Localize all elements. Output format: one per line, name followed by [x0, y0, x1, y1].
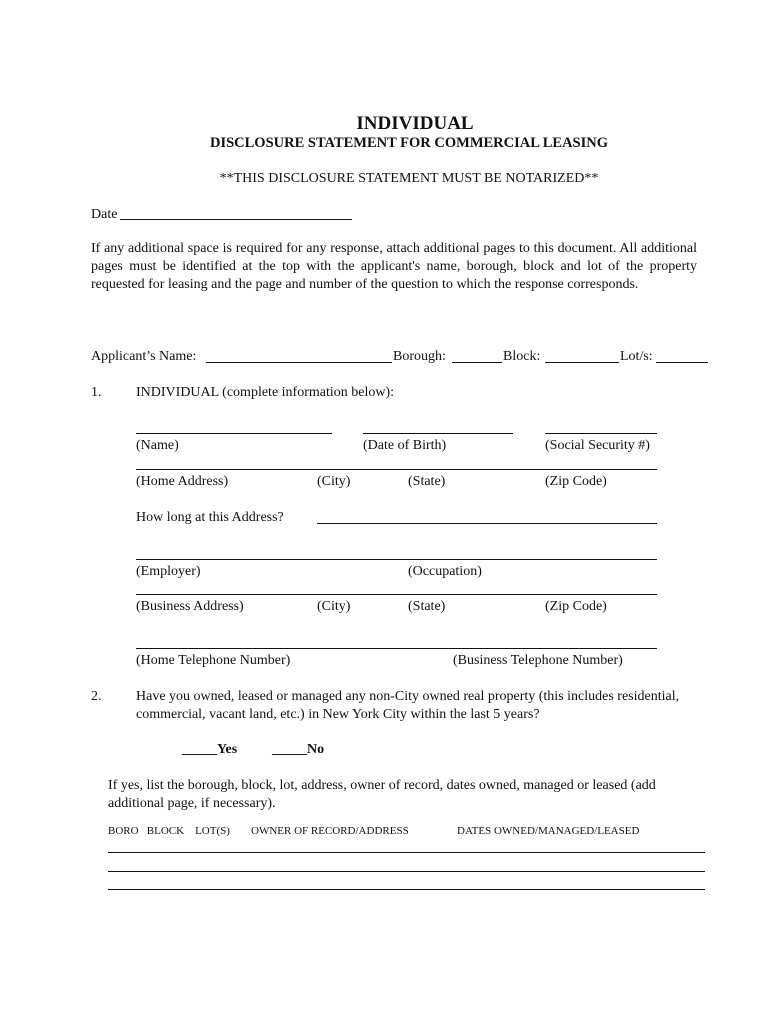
home-address-field[interactable] — [136, 469, 657, 470]
business-state-caption: (State) — [408, 599, 446, 614]
occupation-caption: (Occupation) — [408, 564, 482, 579]
block-field[interactable] — [545, 362, 619, 363]
business-city-caption: (City) — [317, 599, 351, 614]
how-long-label: How long at this Address? — [136, 510, 284, 525]
column-boro-block-lot: BORO BLOCK LOT(S) — [108, 825, 230, 837]
column-dates: DATES OWNED/MANAGED/LEASED — [457, 825, 640, 837]
question-1-heading: INDIVIDUAL (complete information below): — [136, 385, 395, 400]
ssn-field[interactable] — [545, 433, 657, 434]
business-phone-caption: (Business Telephone Number) — [453, 653, 623, 668]
home-city-caption: (City) — [317, 474, 351, 489]
business-zip-caption: (Zip Code) — [545, 599, 607, 614]
lots-label: Lot/s: — [620, 349, 653, 364]
followup-text-line2: additional page, if necessary). — [108, 796, 276, 811]
telephone-field[interactable] — [136, 648, 657, 649]
business-address-caption: (Business Address) — [136, 599, 244, 614]
home-phone-caption: (Home Telephone Number) — [136, 653, 291, 668]
date-field[interactable] — [120, 219, 352, 220]
name-caption: (Name) — [136, 438, 179, 453]
notarize-notice: **THIS DISCLOSURE STATEMENT MUST BE NOTARIZED** — [219, 171, 599, 186]
question-2-text-line2: commercial, vacant land, etc.) in New York City within the last 5 years? — [136, 707, 540, 722]
property-entry-line-3[interactable] — [108, 889, 705, 890]
applicant-name-field[interactable] — [206, 362, 392, 363]
home-state-caption: (State) — [408, 474, 446, 489]
property-entry-line-1[interactable] — [108, 852, 705, 853]
name-field[interactable] — [136, 433, 332, 434]
question-2-number: 2. — [91, 689, 102, 704]
yes-option[interactable]: _____Yes — [182, 742, 238, 757]
instructions-paragraph: If any additional space is required for any response, attach additional pages to this document. All additional pages must be identified at the top with the applicant's name, borough, block and lot of the property requested for leasing and the page and number of the question to which the response corresponds. — [91, 241, 697, 292]
date-of-birth-caption: (Date of Birth) — [363, 438, 447, 453]
borough-label: Borough: — [393, 349, 446, 364]
borough-field[interactable] — [452, 362, 502, 363]
no-option[interactable]: _____No — [272, 742, 325, 757]
home-zip-caption: (Zip Code) — [545, 474, 607, 489]
question-2-text-line1: Have you owned, leased or managed any non-City owned real property (this includes residential, — [136, 689, 680, 704]
applicant-name-label: Applicant’s Name: — [91, 349, 197, 364]
date-label: Date — [91, 207, 118, 222]
employer-occupation-field[interactable] — [136, 559, 657, 560]
form-subtitle: DISCLOSURE STATEMENT FOR COMMERCIAL LEASING — [209, 135, 608, 151]
date-of-birth-field[interactable] — [363, 433, 513, 434]
block-label: Block: — [503, 349, 541, 364]
property-entry-line-2[interactable] — [108, 871, 705, 872]
column-owner: OWNER OF RECORD/ADDRESS — [251, 825, 409, 837]
question-1-number: 1. — [91, 385, 102, 400]
form-title: INDIVIDUAL — [356, 113, 474, 134]
home-address-caption: (Home Address) — [136, 474, 229, 489]
how-long-field[interactable] — [317, 523, 657, 524]
lots-field[interactable] — [656, 362, 708, 363]
followup-text-line1: If yes, list the borough, block, lot, address, owner of record, dates owned, managed or leased (add — [108, 778, 656, 793]
ssn-caption: (Social Security #) — [545, 438, 650, 453]
business-address-field[interactable] — [136, 594, 657, 595]
employer-caption: (Employer) — [136, 564, 201, 579]
